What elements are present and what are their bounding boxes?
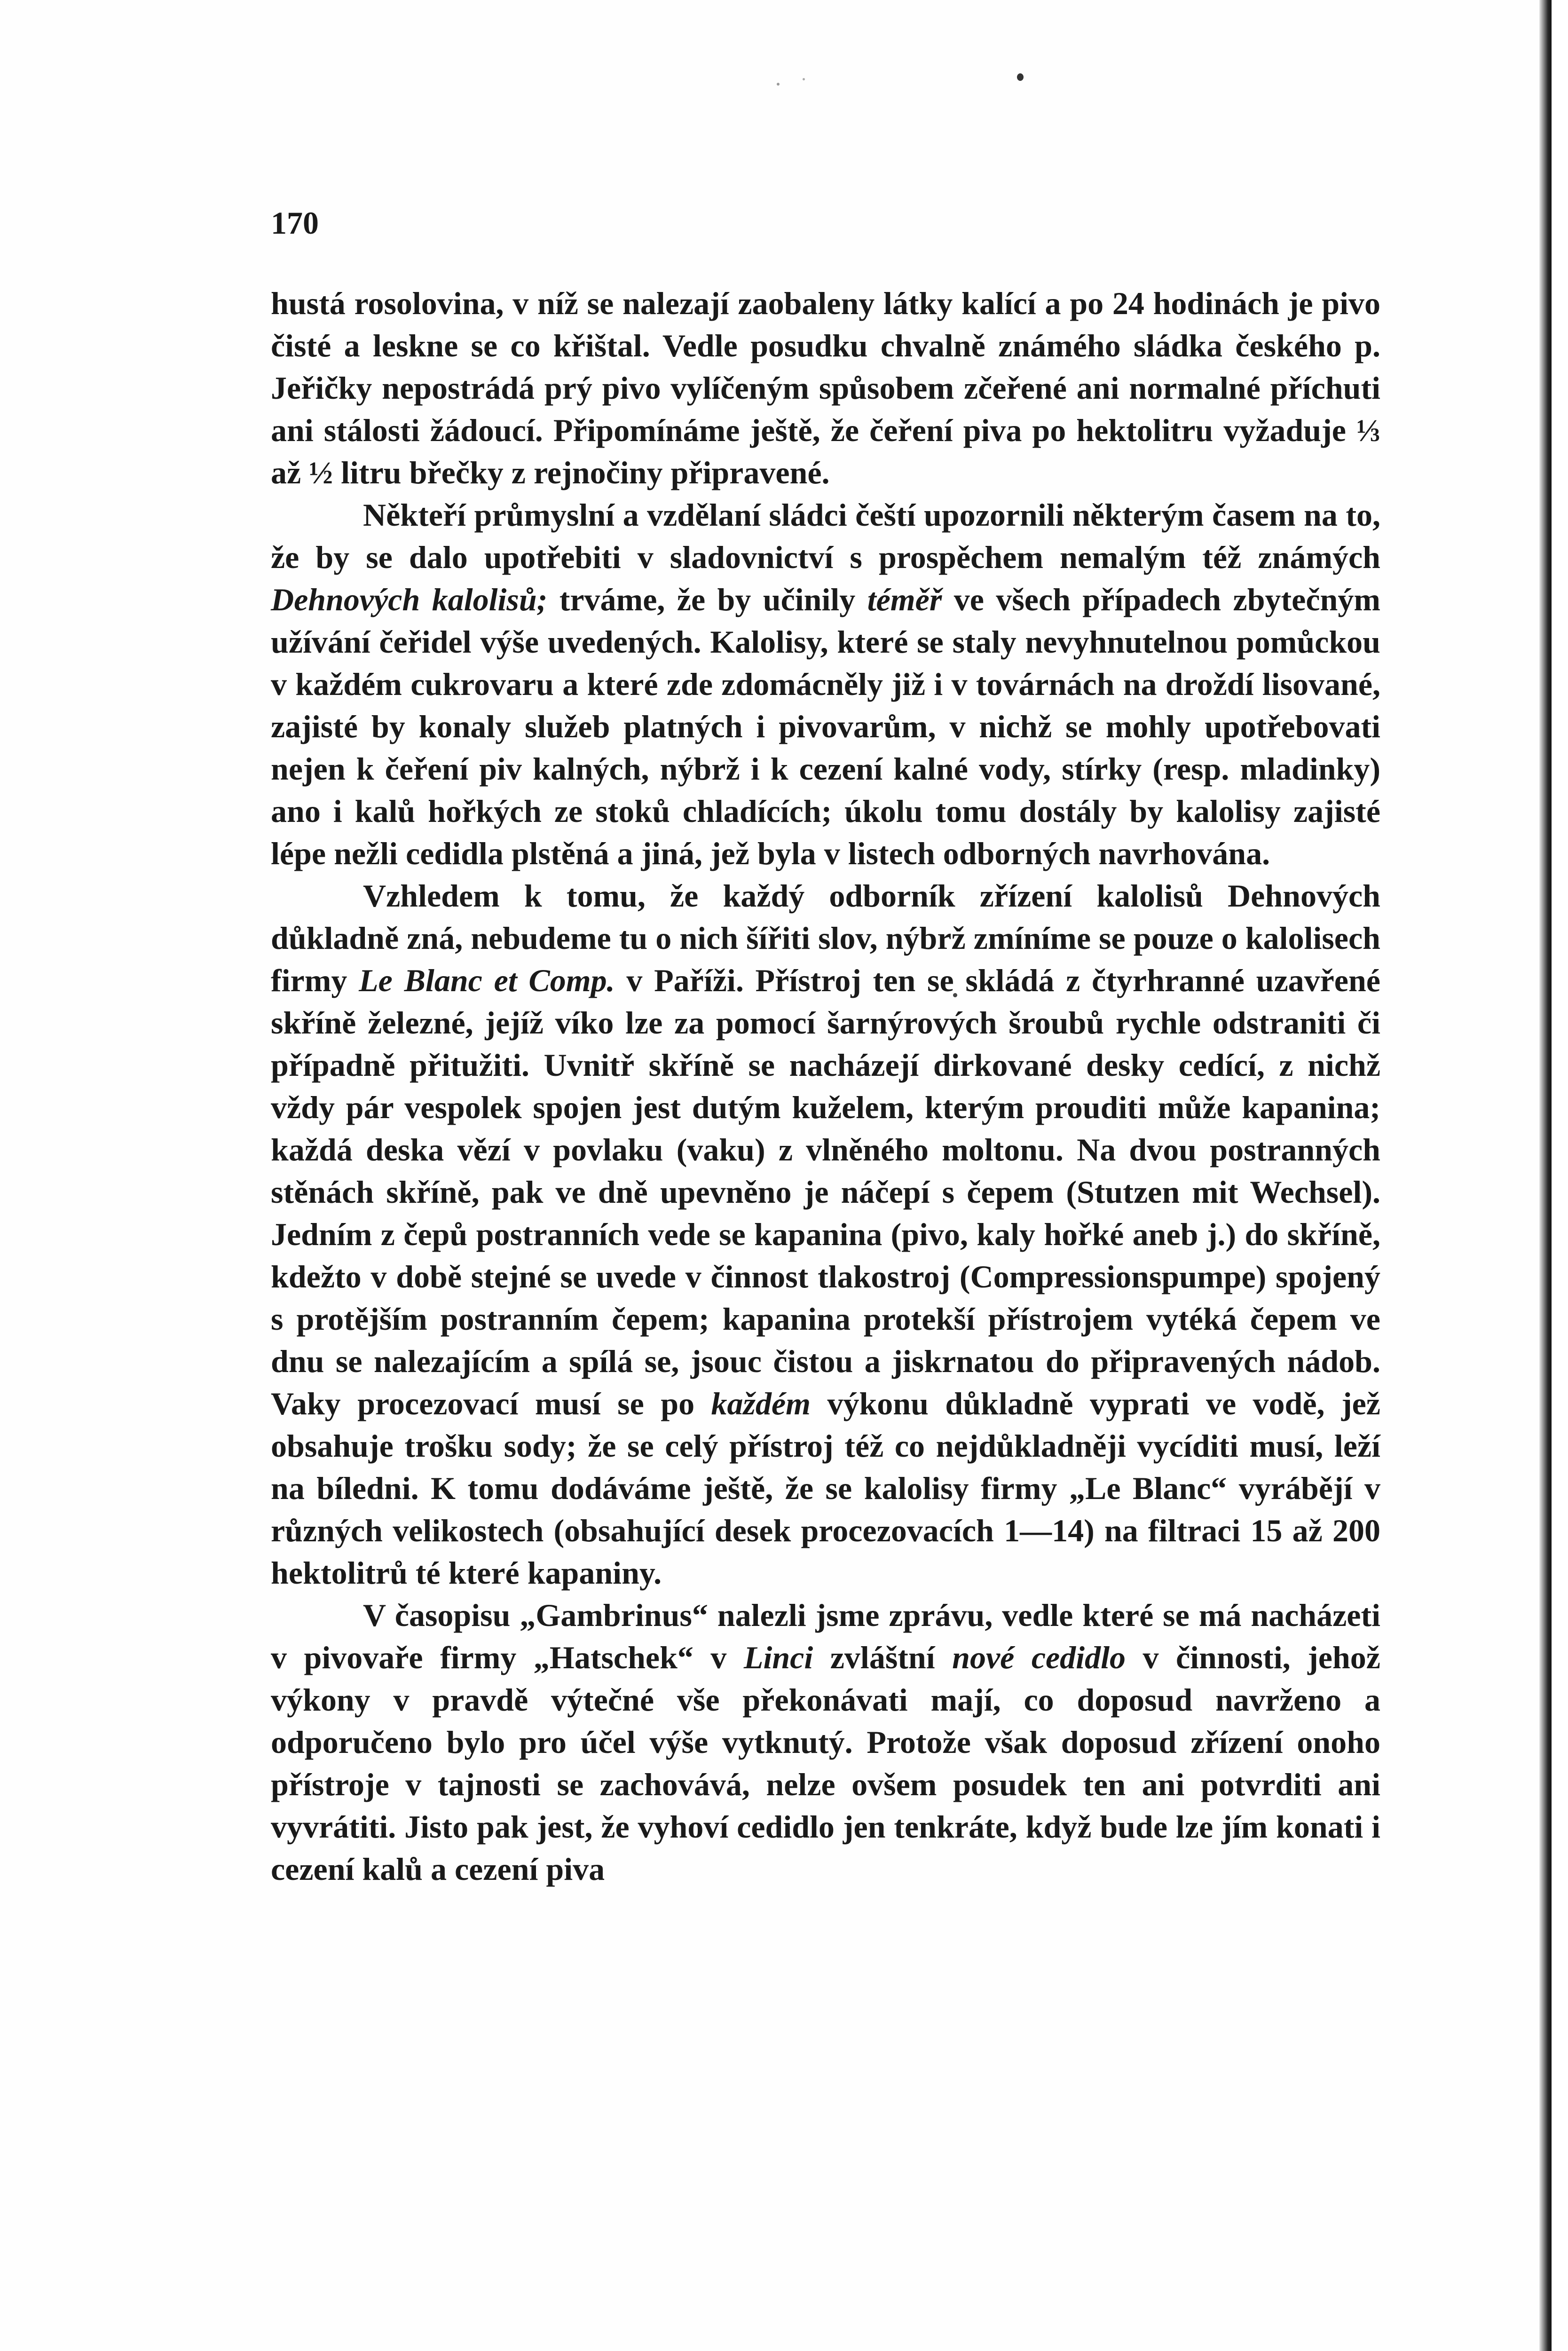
page-number: 170: [271, 205, 319, 241]
text-run: v Paříži. Přístroj ten se skládá z čtyrhranné uzavřené skříně železné, jejíž víko lze za pomocí šarnýrových šroubů rychle odstraniti či případně přitužiti. Uvnitř skříně se nacházejí dirkované desky cedící, z nichž vždy pár vespolek spojen jest dutým kuželem, kterým prouditi může kapanina; každá deska vězí v povlaku (vaku) z vlněného moltonu. Na dvou postranných stěnách skříně, pak ve dně upevněno je náčepí s čepem (Stutzen mit Wechsel). Jedním z čepů postranních vede se kapanina (pivo, kaly hořké aneb j.) do skříně, kdežto v době stejné se uvede v činnost tlakostroj (Compressionspumpe) spojený s protějším postranním čepem; kapanina protekší přístrojem vytéká čepem ve dnu se nalezajícím a spílá se, jsouc čistou a jiskrnatou do připravených nádob. Vaky procezovací musí se po: [271, 962, 1380, 1421]
italic-term-le-blanc: Le Blanc et Comp.: [359, 962, 615, 998]
paragraph-2: [271, 494, 1380, 875]
paragraph-4: [271, 1594, 1380, 1890]
ink-speck: [803, 78, 805, 80]
text-run: trváme, že by učinily: [547, 582, 867, 617]
ink-speck: [1017, 73, 1024, 81]
body-text: [271, 282, 1380, 1890]
text-run: Vzhledem k tomu, že každý odborník zřízení kalolisů Dehnových důkladně zná, nebudeme tu o nich šířiti slov, nýbrž zmíníme se pouze o kalolisech firmy: [271, 878, 1380, 998]
text-run: ve všech případech zbytečným užívání čeřidel výše uvedených. Kalolisy, které se staly nevyhnutelnou pomůckou v každém cukrovaru a které zde zdomácněly již i v továrnách na droždí lisované, zajisté by konaly služeb platných i pivovarům, v nichž se mohly upotřebovati nejen k čeření piv kalných, nýbrž i k cezení kalné vody, stírky (resp. mladinky) ano i kalů hořkých ze stoků chladících; úkolu tomu dostály by kalolisy zajisté lépe nežli cedidla plstěná a jiná, jež byla v listech odborných navrhována.: [271, 582, 1380, 871]
text-run: výkonu důkladně vyprati ve vodě, jež obsahuje trošku sody; že se celý přístroj též co nejdůkladněji vycíditi musí, leží na bíledni. K tomu dodáváme ještě, že se kalolisy firmy „Le Blanc“ vyrábějí v různých velikostech (obsahující desek procezovacích 1—14) na filtraci 15 až 200 hektolitrů té které kapaniny.: [271, 1386, 1380, 1591]
binding-edge: [1539, 0, 1552, 2351]
italic-term-linci: Linci: [743, 1640, 813, 1675]
italic-term-kazdem: každém: [711, 1386, 811, 1421]
italic-term-dehnovych-kalolisu: Dehnových kalolisů;: [271, 582, 548, 617]
text-run: V časopisu „Gambrinus“ nalezli jsme zprávu, vedle které se má nacházeti v pivovaře firmy „Hatschek“ v: [271, 1597, 1380, 1675]
italic-term-temer: téměř: [867, 582, 942, 617]
text-run: zvláštní: [813, 1640, 953, 1675]
paragraph-3: [271, 875, 1380, 1594]
text-run: v činnosti, jehož výkony v pravdě výtečné vše překonávati mají, co doposud navrženo a odporučeno bylo pro účel výše vytknutý. Protože však doposud zřízení onoho přístroje v tajnosti se zachovává, nelze ovšem posudek ten ani potvrditi ani vyvrátiti. Jisto pak jest, že vyhoví cedidlo jen tenkráte, když bude lze jím konati i cezení kalů a cezení piva: [271, 1640, 1380, 1887]
italic-term-nove-cedidlo: nové cedidlo: [952, 1640, 1126, 1675]
text-run: Někteří průmyslní a vzdělaní sládci čeští upozornili některým časem na to, že by se dalo upotřebiti v sladovnictví s prospěchem nemalým též známých: [271, 497, 1380, 575]
ink-speck: [777, 83, 780, 86]
paragraph-1: hustá rosolovina, v níž se nalezají zaobaleny látky kalící a po 24 hodinách je pivo čisté a leskne se co křištal. Vedle posudku chvalně známého sládka českého p. Jeřičky nepostrádá prý pivo vylíčeným spůsobem zčeřené ani normalné příchuti ani stálosti žádoucí. Připomínáme ještě, že čeření piva po hektolitru vyžaduje ⅓ až ½ litru břečky z rejnočiny připravené.: [271, 285, 1380, 490]
